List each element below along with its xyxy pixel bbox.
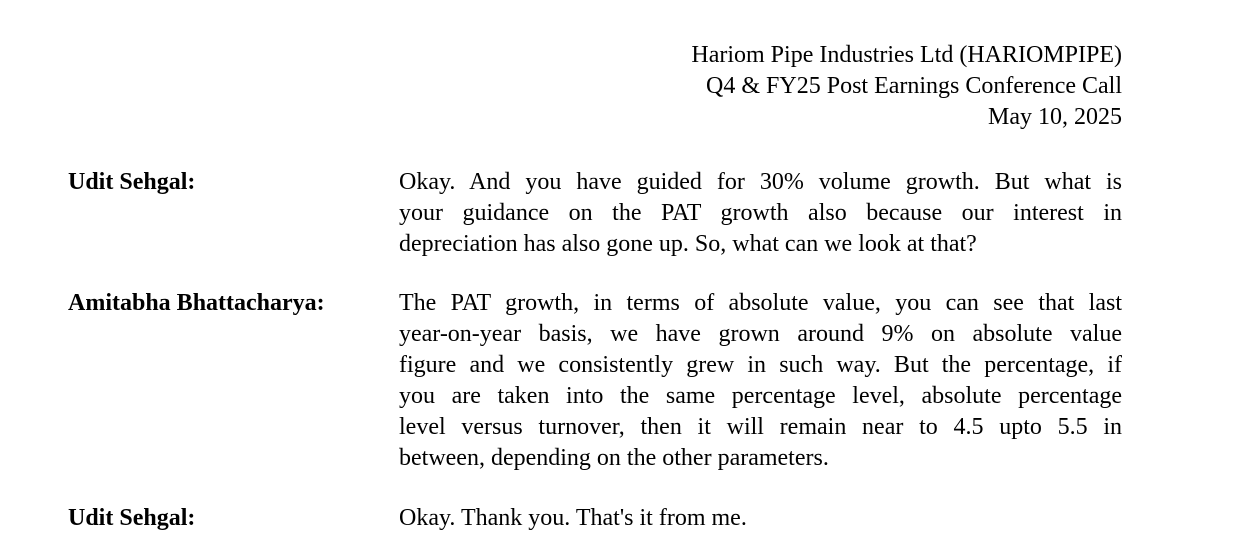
event-title: Q4 & FY25 Post Earnings Conference Call: [706, 73, 1122, 99]
speech-line: figure and we consistently grew in such way. But the percentage, if: [399, 352, 1122, 378]
speech-line: level versus turnover, then it will remain near to 4.5 upto 5.5 in: [399, 414, 1122, 440]
speaker-name: Amitabha Bhattacharya:: [68, 290, 325, 316]
speaker-name: Udit Sehgal:: [68, 169, 196, 195]
speech-line: Okay. And you have guided for 30% volume growth. But what is: [399, 169, 1122, 195]
speech-text: [399, 503, 1122, 534]
speaker-name: Udit Sehgal:: [68, 505, 196, 531]
speech-line: year-on-year basis, we have grown around 9% on absolute value: [399, 321, 1122, 347]
speech-line: you are taken into the same percentage level, absolute percentage: [399, 383, 1122, 409]
speech-text: [399, 288, 1122, 474]
event-date: May 10, 2025: [988, 104, 1122, 130]
document-header: [691, 40, 1122, 133]
speech-text: [399, 167, 1122, 260]
speech-line: between, depending on the other parameters.: [399, 445, 829, 471]
speech-line: Okay. Thank you. That's it from me.: [399, 505, 747, 531]
speech-line: The PAT growth, in terms of absolute value, you can see that last: [399, 290, 1122, 316]
company-name: Hariom Pipe Industries Ltd (HARIOMPIPE): [691, 42, 1122, 68]
speech-line: depreciation has also gone up. So, what can we look at that?: [399, 231, 977, 257]
speech-line: your guidance on the PAT growth also because our interest in: [399, 200, 1122, 226]
